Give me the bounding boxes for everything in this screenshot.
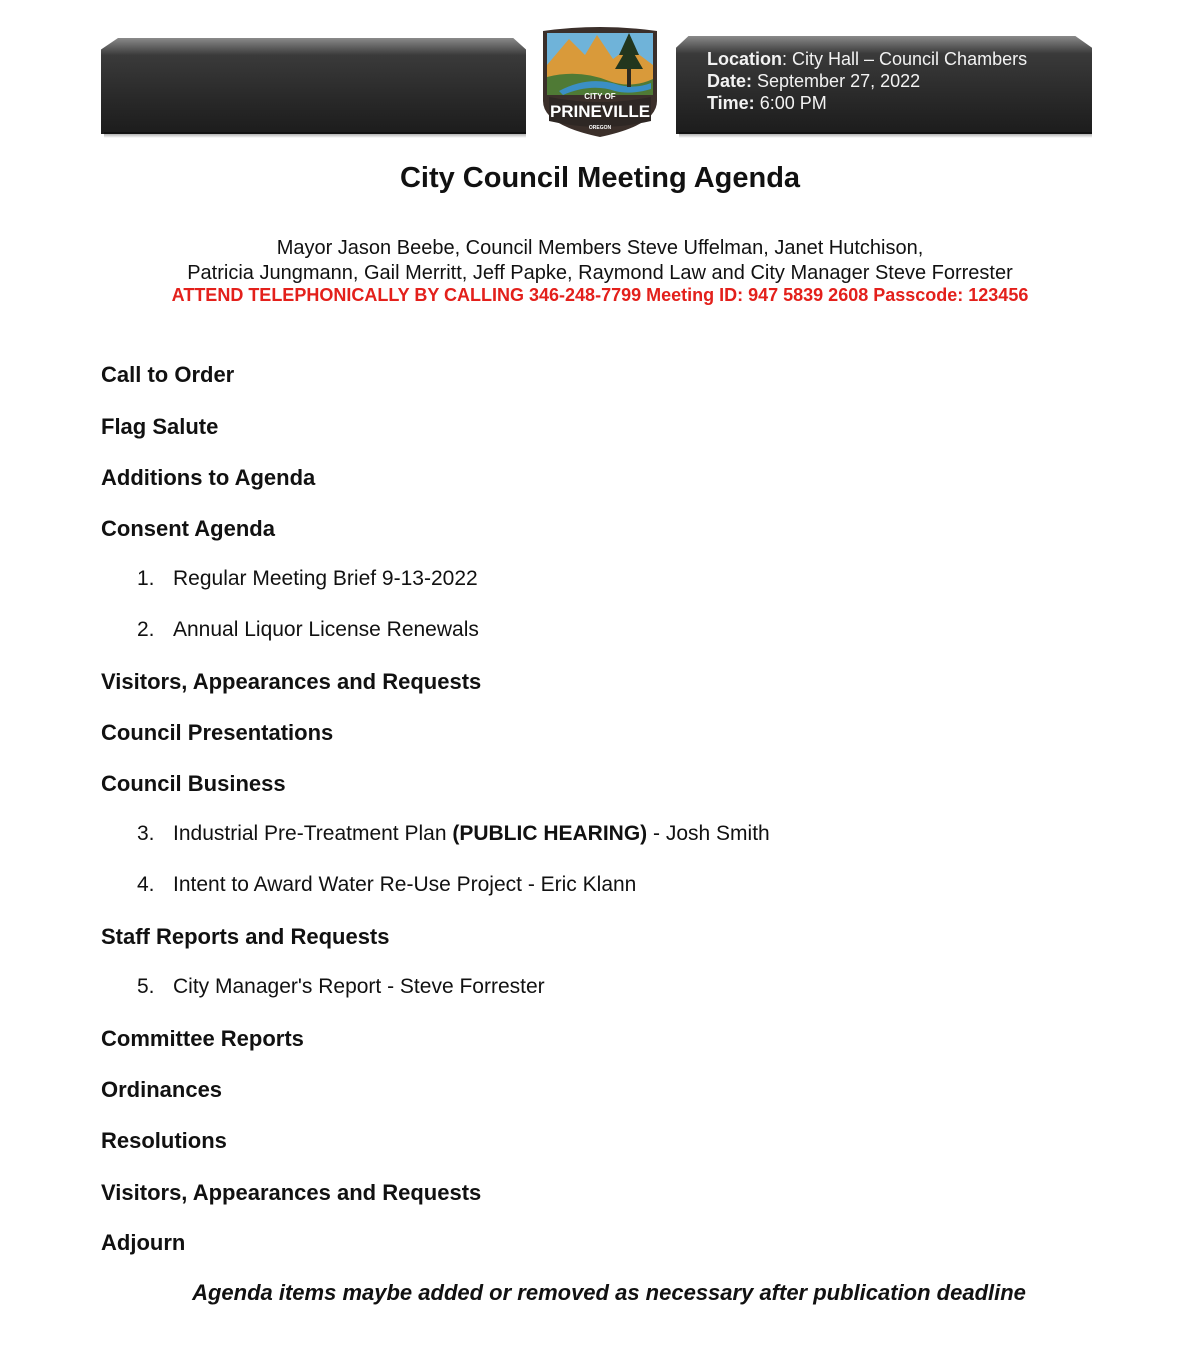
city-logo <box>539 25 661 139</box>
section-call-to-order: Call to Order <box>101 362 235 387</box>
meeting-date: Date: September 27, 2022 <box>707 71 921 91</box>
header-banner-left <box>101 38 526 134</box>
section-visitors-appearances-requests: Visitors, Appearances and Requests <box>101 669 482 694</box>
section-adjourn: Adjourn <box>101 1230 186 1255</box>
agenda-item-5 <box>137 975 545 999</box>
agenda-item-2-number: 2. <box>137 618 155 641</box>
meeting-time: Time: 6:00 PM <box>707 93 827 113</box>
agenda-item-3-presenter: - Josh Smith <box>647 822 770 845</box>
section-ordinances: Ordinances <box>101 1077 223 1102</box>
agenda-item-4 <box>137 873 636 897</box>
telephone-notice: ATTEND TELEPHONICALLY BY CALLING 346-248-7799 Meeting ID: 947 5839 2608 Passcode: 123456 <box>171 285 1029 305</box>
section-flag-salute: Flag Salute <box>101 414 219 439</box>
header-banner-right-shadow <box>679 132 1092 138</box>
agenda-item-1-text: Regular Meeting Brief 9-13-2022 <box>173 567 478 590</box>
agenda-item-5-number: 5. <box>137 975 155 998</box>
section-council-presentations: Council Presentations <box>101 720 334 745</box>
agenda-item-2-text: Annual Liquor License Renewals <box>173 618 479 641</box>
meeting-info <box>707 48 1027 114</box>
agenda-item-1 <box>137 567 478 591</box>
section-staff-reports-requests: Staff Reports and Requests <box>101 924 390 949</box>
section-committee-reports: Committee Reports <box>101 1026 304 1051</box>
agenda-item-4-text: Intent to Award Water Re-Use Project - Eric Klann <box>173 873 637 896</box>
logo-text-city-of: CITY OF <box>584 92 616 101</box>
section-council-business: Council Business <box>101 771 286 796</box>
section-consent-agenda: Consent Agenda <box>101 516 275 541</box>
attendees <box>0 236 1200 286</box>
page-title: City Council Meeting Agenda <box>399 162 801 194</box>
agenda-item-4-number: 4. <box>137 873 155 896</box>
agenda-item-3-public-hearing: (PUBLIC HEARING) <box>452 822 648 845</box>
agenda-item-3-number: 3. <box>137 822 155 845</box>
meeting-location: Location: City Hall – Council Chambers <box>707 49 1028 69</box>
agenda-item-3 <box>137 822 770 846</box>
attendees-line-2: Patricia Jungmann, Gail Merritt, Jeff Papke, Raymond Law and City Manager Steve Forrester <box>187 262 1013 284</box>
logo-text-oregon: OREGON <box>588 125 612 131</box>
agenda-item-1-number: 1. <box>137 567 155 590</box>
section-visitors-appearances-requests-2: Visitors, Appearances and Requests <box>101 1180 482 1205</box>
header-banner-left-shadow <box>104 132 526 138</box>
footer-note: Agenda items maybe added or removed as necessary after publication deadline <box>192 1280 1026 1305</box>
logo-text-prineville: PRINEVILLE <box>549 102 651 121</box>
agenda-item-5-text: City Manager's Report - Steve Forrester <box>173 975 545 998</box>
section-additions-to-agenda: Additions to Agenda <box>101 465 316 490</box>
agenda-item-3-text: Industrial Pre-Treatment Plan <box>173 822 453 845</box>
attendees-line-1: Mayor Jason Beebe, Council Members Steve Uffelman, Janet Hutchison, <box>276 237 924 259</box>
agenda-item-2 <box>137 618 479 642</box>
section-resolutions: Resolutions <box>101 1128 227 1153</box>
